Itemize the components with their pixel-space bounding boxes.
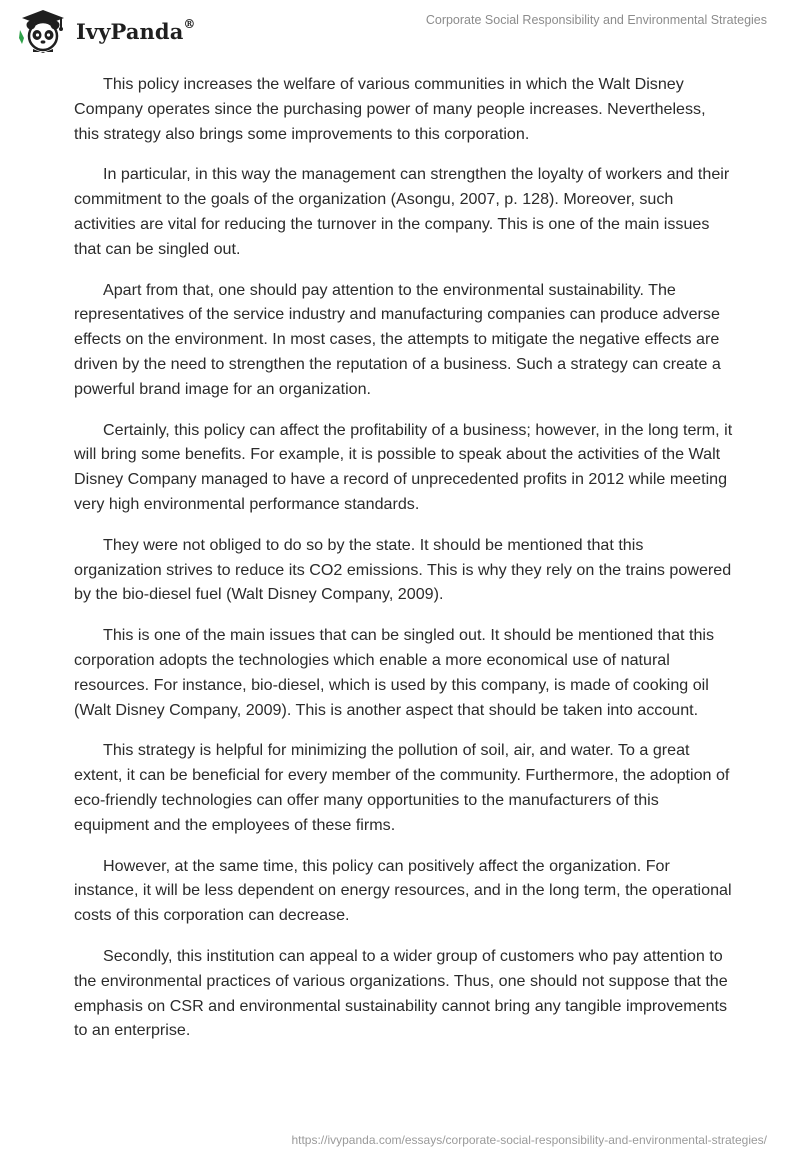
brand-name: IvyPanda® — [76, 16, 196, 44]
document-title: Corporate Social Responsibility and Environmental Strategies — [425, 13, 767, 27]
paragraph: However, at the same time, this policy can positively affect the organization. For instance, it will be less dependent on energy resources, and in the long term, the operational costs of this corporation can decrease. — [74, 856, 732, 925]
paragraph: They were not obliged to do so by the state. It should be mentioned that this organization strives to reduce its CO2 emissions. This is why they rely on the trains powered by the bio-diesel fuel (Walt Disney Company, 2009). — [74, 535, 732, 604]
paragraph: Apart from that, one should pay attention to the environmental sustainability. The representatives of the service industry and manufacturing companies can produce adverse effects on the environment. In most cases, the attempts to mitigate the negative effects are driven by the need to strengthen the reputation of a business. Such a strategy can create a powerful brand image for an organization. — [74, 280, 721, 398]
essay-body — [74, 72, 734, 1059]
paragraph: Secondly, this institution can appeal to a wider group of customers who pay attention to the environmental practices of various organizations. Thus, one should not suppose that the emphasis on CSR and environmental sustainability cannot bring any tangible improvements to an enterprise. — [74, 946, 728, 1040]
paragraph: In particular, in this way the management can strengthen the loyalty of workers and their commitment to the goals of the organization (Asongu, 2007, p. 128). Moreover, such activities are vital for reducing the turnover in the company. This is one of the main issues that can be singled out. — [74, 165, 730, 258]
paragraph: This is one of the main issues that can be singled out. It should be mentioned that this corporation adopts the technologies which enable a more economical use of natural resources. For instance, bio-diesel, which is used by this company, is made of cooking oil (Walt Disney Company, 2009). This is another aspect that should be taken into account. — [74, 626, 715, 719]
ivypanda-logo[interactable] — [14, 8, 196, 54]
registered-mark: ® — [183, 16, 196, 31]
panda-graduate-icon — [14, 8, 72, 54]
paragraph: This policy increases the welfare of various communities in which the Walt Disney Company operates since the purchasing power of many people increases. Nevertheless, this strategy also brings some improvements to this corporation. — [74, 75, 706, 143]
source-url[interactable]: https://ivypanda.com/essays/corporate-social-responsibility-and-environmental-strategies/ — [291, 1133, 767, 1147]
page-header — [0, 0, 800, 60]
paragraph: Certainly, this policy can affect the profitability of a business; however, in the long term, it will bring some benefits. For example, it is possible to speak about the activities of the Walt Disney Company managed to have a record of unprecedented profits in 2012 while meeting very high environmental performance standards. — [74, 420, 733, 513]
paragraph: This strategy is helpful for minimizing the pollution of soil, air, and water. To a great extent, it can be beneficial for every member of the community. Furthermore, the adoption of eco-friendly technologies can offer many opportunities to the manufacturers of this equipment and the employees of these firms. — [74, 741, 730, 834]
